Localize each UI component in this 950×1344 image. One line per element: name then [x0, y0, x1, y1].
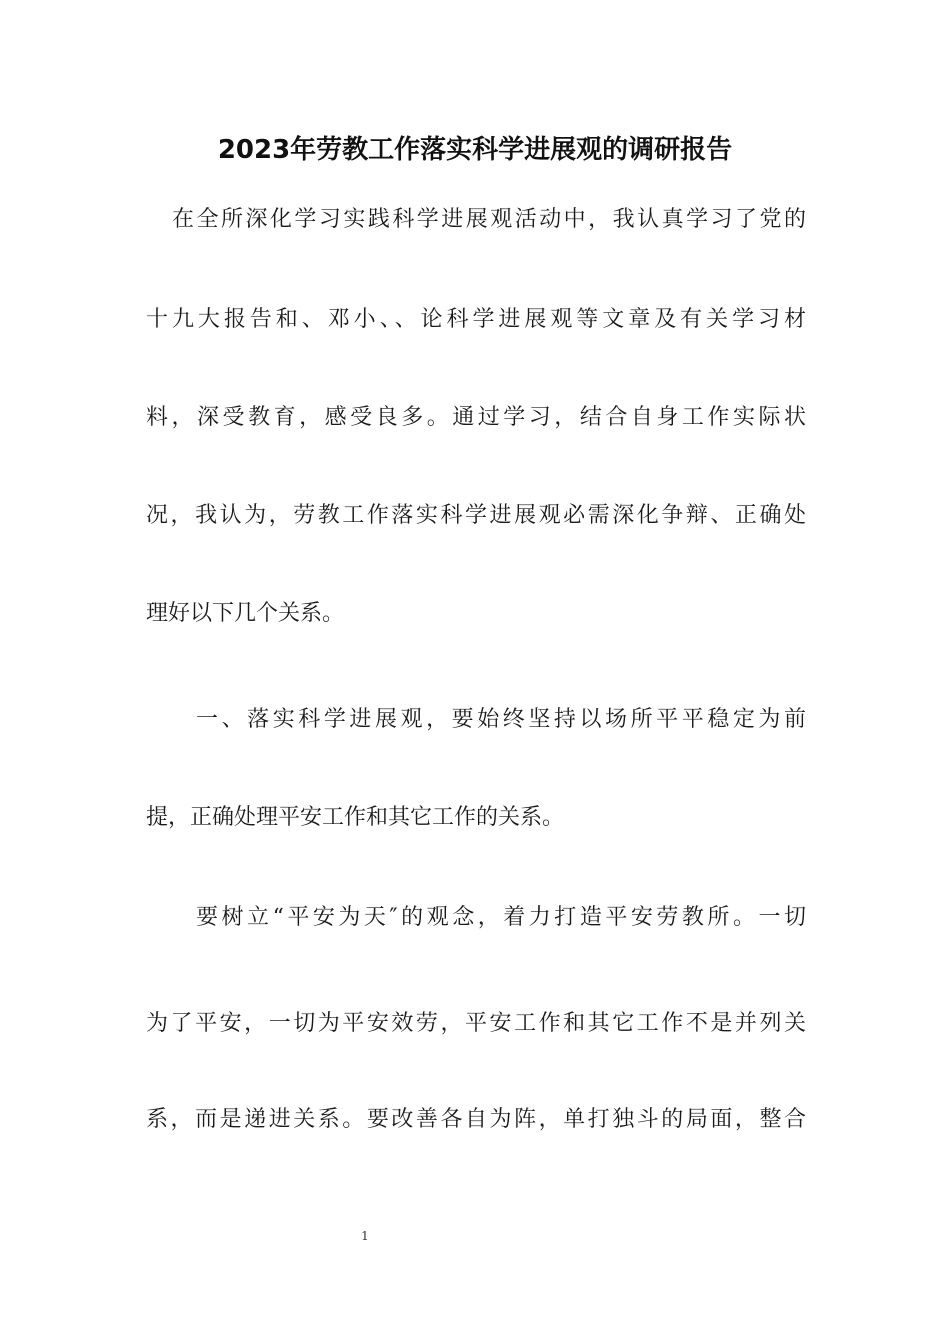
- paragraph-1-line-2: 十九大报告和、邓小、、论科学进展观等文章及有关学习材: [146, 307, 806, 332]
- paragraph-3-line-3: 系，而是递进关系。要改善各自为阵，单打独斗的局面，整合: [146, 1107, 806, 1132]
- page-number: 1: [361, 1229, 369, 1243]
- paragraph-2-line-2: 提，正确处理平安工作和其它工作的关系。: [146, 805, 565, 830]
- paragraph-2-line-1: 一、落实科学进展观，要始终坚持以场所平平稳定为前: [196, 707, 806, 732]
- page-title: 2023年劳教工作落实科学进展观的调研报告: [217, 135, 733, 165]
- paragraph-1-line-5: 理好以下几个关系。: [146, 601, 345, 626]
- paragraph-1-line-4: 况，我认为，劳教工作落实科学进展观必需深化争辩、正确处: [146, 503, 806, 528]
- paragraph-1-line-3: 料，深受教育，感受良多。通过学习，结合自身工作实际状: [146, 405, 806, 430]
- paragraph-1-line-1: 在全所深化学习实践科学进展观活动中，我认真学习了党的: [172, 207, 806, 232]
- paragraph-3-line-1: 要树立“平安为天″的观念，着力打造平安劳教所。一切: [196, 905, 806, 930]
- paragraph-3-line-2: 为了平安，一切为平安效劳，平安工作和其它工作不是并列关: [146, 1011, 806, 1036]
